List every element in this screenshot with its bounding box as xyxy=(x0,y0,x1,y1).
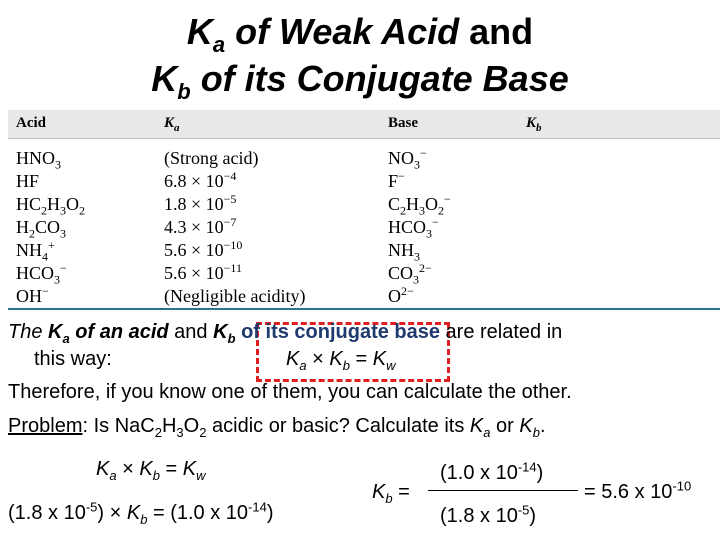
header-acid: Acid xyxy=(16,115,46,131)
ka-cell: (Negligible acidity) xyxy=(164,286,306,306)
text-line-3: Therefore, if you know one of them, you can calculate the other. xyxy=(8,381,572,403)
base-cell: $NH_3$ xyxy=(388,240,420,264)
header-kb: $K_b$ xyxy=(526,115,542,134)
equation-substitution: (1.8 x $10^{-5}) \times K_b = (1.0$ x $10^{-14}$) xyxy=(8,499,274,527)
base-cell: $HCO_3^-$ xyxy=(388,215,439,241)
ka-cell: $5.6 \times 10^{-10}$ xyxy=(164,238,243,260)
ka-cell: $1.8 \times 10^{-5}$ xyxy=(164,192,237,214)
acid-cell: $NH_4^+$ xyxy=(16,238,55,264)
table-header xyxy=(8,110,720,139)
kb-label: $K_b$ = xyxy=(372,481,410,506)
acid-cell: HF xyxy=(16,171,40,191)
base-cell: $NO_3^-$ xyxy=(388,146,427,172)
table-row xyxy=(8,285,720,308)
base-cell: F− xyxy=(388,169,405,191)
text-line-1: The $K_a$ of an acid and $K_b$ of its conjugate base are related in xyxy=(8,321,563,346)
base-cell: $CO_3^{2-}$ xyxy=(388,261,432,287)
acid-cell: $HC_2H_3O_2$ xyxy=(16,194,86,218)
text-line-2: this way: xyxy=(34,348,112,370)
kb-result: = 5.6 x $10^{-10}$ xyxy=(584,478,692,503)
table-row xyxy=(8,170,720,193)
title-line-1: $K_a$ of Weak Acid and xyxy=(186,11,534,58)
header-ka: $K_a$ xyxy=(164,115,180,134)
equation-relation: $K_a \times K_b = K_w$ xyxy=(96,458,206,483)
fraction-bar xyxy=(428,490,578,491)
ka-cell: $5.6 \times 10^{-11}$ xyxy=(164,261,242,283)
table-row xyxy=(8,147,720,170)
ka-kb-kw-relation: $K_a \times K_b = K_w$ xyxy=(286,348,396,373)
table-row xyxy=(8,239,720,262)
ka-cell: $4.3 \times 10^{-7}$ xyxy=(164,215,237,237)
table-body xyxy=(8,140,720,310)
title-line-2: $K_b$ of its Conjugate Base xyxy=(151,58,569,105)
header-base: Base xyxy=(388,115,418,131)
fraction-denominator: (1.8 x $10^{-5}$) xyxy=(440,502,537,527)
fraction-numerator: (1.0 x $10^{-14}$) xyxy=(440,459,544,484)
ka-cell: (Strong acid) xyxy=(164,148,259,168)
acid-cell: $HNO_3$ xyxy=(16,148,61,172)
base-cell: $O^{2-}$ xyxy=(388,284,414,306)
table-row xyxy=(8,193,720,216)
table-row xyxy=(8,216,720,239)
acid-cell: $H_2CO_3$ xyxy=(16,217,67,241)
acid-cell: OH− xyxy=(16,284,49,306)
text-line-4: Problem: Is $NaC_2H_3O_2$ acidic or basic? Calculate its $K_a$ or $K_b$. xyxy=(8,415,546,440)
table-row xyxy=(8,262,720,285)
base-cell: $C_2H_3O_2^-$ xyxy=(388,192,451,218)
ka-cell: $6.8 \times 10^{-4}$ xyxy=(164,169,237,191)
acid-cell: $HCO_3^-$ xyxy=(16,261,67,287)
